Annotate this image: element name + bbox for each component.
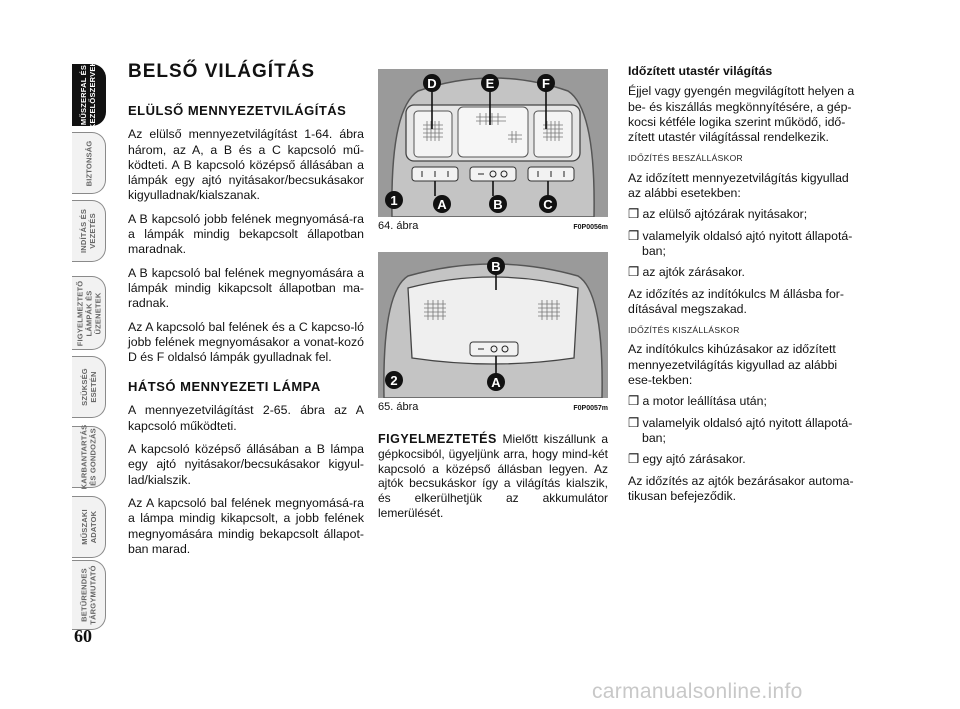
entry-timing-after: Az időzítés az indítókulcs M állásba for-dításával megszakad. xyxy=(628,286,844,316)
tab-targymutato[interactable]: BETŰRENDES TÁRGYMUTATÓ xyxy=(72,560,106,630)
entry-timing-heading: IDŐZÍTÉS BESZÁLLÁSKOR xyxy=(628,153,743,164)
page-number: 60 xyxy=(74,626,92,646)
column-right xyxy=(628,64,858,510)
list-item: ❒ egy ajtó zárásakor. xyxy=(628,452,746,467)
front-paragraph-4: Az A kapcsoló bal felének és a C kapcso-ló jobb felének megnyomásakor a vonat-kozó D és F oldalsó lámpák gyulladnak fel. xyxy=(128,319,364,365)
svg-text:B: B xyxy=(491,259,501,274)
rear-ceiling-light-illustration xyxy=(378,252,608,398)
figure-65 xyxy=(378,252,608,413)
tab-muszaki[interactable]: MŰSZAKI ADATOK xyxy=(72,496,106,558)
figure-64 xyxy=(378,69,608,232)
svg-text:B: B xyxy=(493,197,503,212)
front-paragraph-1: Az elülső mennyezetvilágítást 1-64. ábra három, az A, a B és a C kapcsoló mű-ködteti. A B kapcsoló középső állásában a lámpák egy ajtó nyitásakor/becsukásakor kigyulladnak/kialszanak. xyxy=(128,127,364,203)
tab-karbantartas[interactable]: KARBANTARTÁS ÉS GONDOZÁS xyxy=(72,426,106,488)
front-paragraph-3: A B kapcsoló bal felének megnyomására a lámpák mindig kikapcsolt állapotban ma-radnak. xyxy=(128,265,364,311)
figure-64-caption: 64. ábra F0P0056m xyxy=(378,220,608,232)
warning-text: Mielőtt kiszállunk a gépkocsiból, ügyeljünk arra, hogy mind-két kapcsoló a középső állásban legyen. Az ajtók becsukáskor így a világítás kialszik, és elkerülhetjük az akkumulátor lemerülését. xyxy=(378,432,608,520)
tab-muszerfal[interactable]: MŰSZERFAL ÉS KEZELŐSZERVEK xyxy=(72,64,106,126)
figure-65-caption: 65. ábra F0P0057m xyxy=(378,401,608,413)
list-item: ❒ valamelyik oldalsó ajtó nyitott állapotá-ban; xyxy=(628,228,853,258)
warning-label: FIGYELMEZTETÉS xyxy=(378,432,497,446)
svg-text:C: C xyxy=(543,197,553,212)
tab-biztonsag[interactable]: BIZTONSÁG xyxy=(72,132,106,194)
list-item: ❒ az ajtók zárásakor. xyxy=(628,265,745,280)
svg-text:2: 2 xyxy=(390,373,398,388)
watermark: carmanualsonline.info xyxy=(592,680,803,703)
list-item: ❒ valamelyik oldalsó ajtó nyitott állapotá-ban; xyxy=(628,415,853,445)
page-title: BELSŐ VILÁGÍTÁS xyxy=(128,61,316,82)
rear-paragraph-1: A mennyezetvilágítást 2-65. ábra az A kapcsoló működteti. xyxy=(128,403,364,433)
exit-timing-heading: IDŐZÍTÉS KISZÁLLÁSKOR xyxy=(628,325,740,336)
tab-szukseg[interactable]: SZÜKSÉG ESETÉN xyxy=(72,356,106,418)
exit-timing-text: Az indítókulcs kihúzásakor az időzített mennyezetvilágítás kigyullad az alábbi ese-tekben: xyxy=(628,342,838,388)
svg-text:A: A xyxy=(491,375,501,390)
warning-note xyxy=(378,432,608,521)
front-ceiling-light-illustration xyxy=(378,69,608,217)
front-paragraph-2: A B kapcsoló jobb felének megnyomásá-ra a lámpák mindig bekapcsolt állapotban maradnak. xyxy=(128,211,364,257)
tab-figyelmezteto[interactable]: FIGYELMEZTETŐ LÁMPÁK ÉS ÜZENETEK xyxy=(72,276,106,350)
tab-inditas[interactable]: INDÍTÁS ÉS VEZETÉS xyxy=(72,200,106,262)
exit-timing-after: Az időzítés az ajtók bezárásakor automa-tikusan befejeződik. xyxy=(628,473,854,503)
svg-text:D: D xyxy=(427,76,437,91)
svg-text:E: E xyxy=(485,76,495,91)
timed-light-heading: Időzített utastér világítás xyxy=(628,64,773,78)
entry-timing-text: Az időzített mennyezetvilágítás kigyullad az alábbi esetekben: xyxy=(628,170,849,201)
front-heading: ELÜLSŐ MENNYEZETVILÁGÍTÁS xyxy=(128,103,347,119)
rear-paragraph-3: Az A kapcsoló bal felének megnyomásá-ra a lámpa mindig kikapcsolt, a jobb felének megnyomására mindig bekapcsolt állapot-ban marad. xyxy=(128,495,364,556)
list-item: ❒ a motor leállítása után; xyxy=(628,394,767,409)
svg-text:F: F xyxy=(542,76,550,91)
rear-heading: HÁTSÓ MENNYEZETI LÁMPA xyxy=(128,379,321,395)
column-left xyxy=(128,61,364,565)
svg-text:A: A xyxy=(437,197,447,212)
timed-light-intro: Éjjel vagy gyengén megvilágított helyen a be- és kiszállás megkönnyítésére, a gép-kocsi kétféle logika szerint működő, idő-zített utastér világítással rendelkezik. xyxy=(628,84,855,145)
list-item: ❒ az elülső ajtózárak nyitásakor; xyxy=(628,207,808,222)
rear-paragraph-2: A kapcsoló középső állásában a B lámpa egy ajtó nyitásakor/becsukásakor kigyul-lad/kialszik. xyxy=(128,442,364,487)
svg-text:1: 1 xyxy=(390,193,398,208)
